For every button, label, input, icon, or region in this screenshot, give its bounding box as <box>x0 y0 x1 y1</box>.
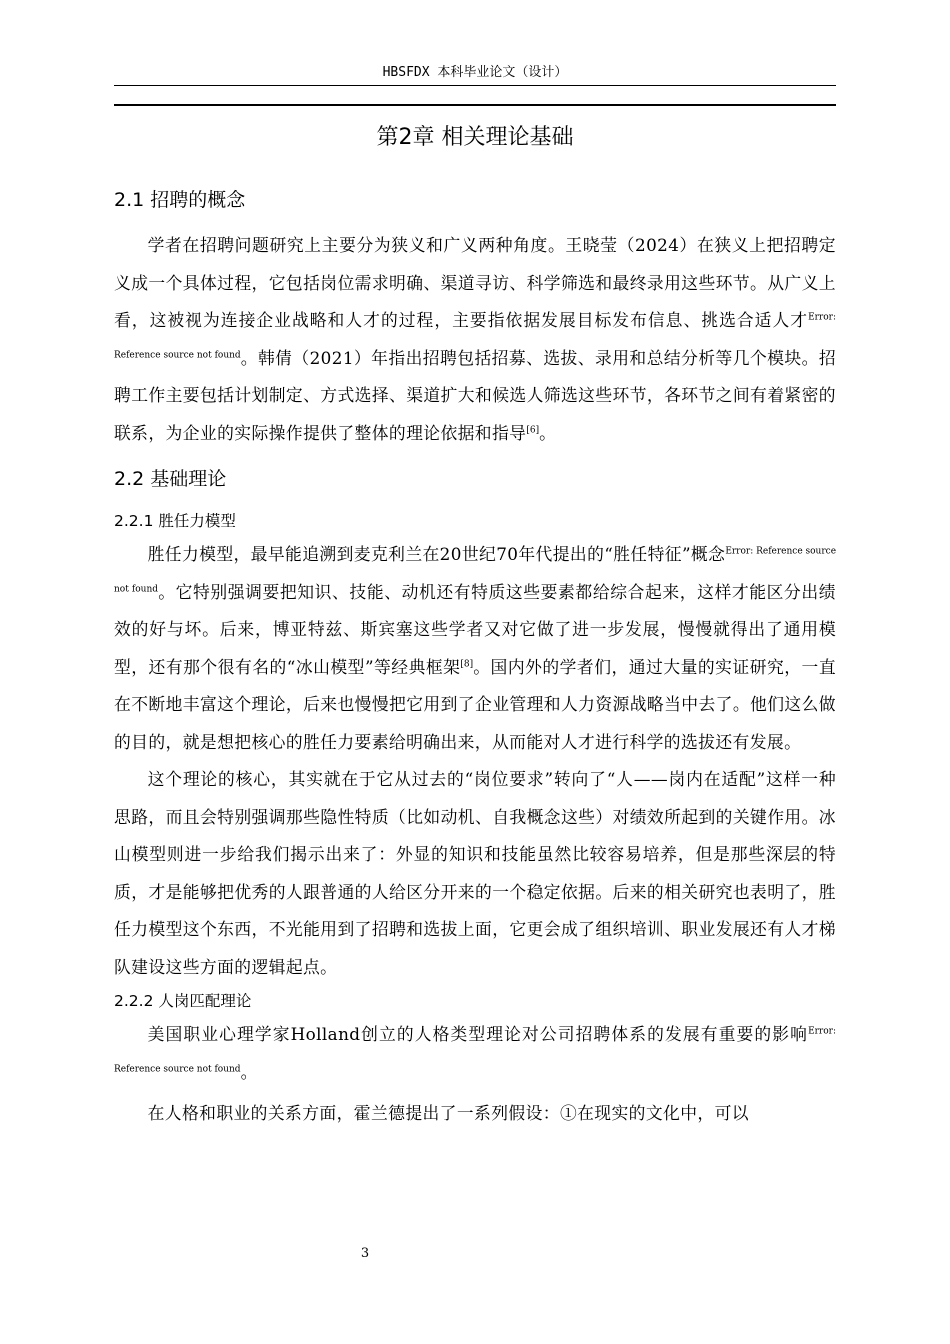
paragraph-text: 。韩倩（2021）年指出招聘包括招募、选拔、录用和总结分析等几个模块。招聘工作主要包括计划制定、方式选择、渠道扩大和候选人筛选这些环节，各环节之间有着紧密的联系，为企业的实际操作提供了整体的理论依据和指导 <box>114 347 836 443</box>
running-header: HBSFDX 本科毕业论文（设计） <box>382 65 568 80</box>
reference-error-citation: Error: Reference source not found <box>114 546 837 594</box>
reference-error-citation: Error: Reference source not found <box>114 1026 836 1074</box>
paragraph-person-job-fit-2: 在人格和职业的关系方面，霍兰德提出了一系列假设：①在现实的文化中，可以 <box>147 1103 749 1123</box>
paragraph-text: 。 <box>539 422 557 443</box>
paragraph-text: 学者在招聘问题研究上主要分为狭义和广义两种角度。王晓莹（2024）在狭义上把招聘定义成一个具体过程，它包括岗位需求明确、渠道寻访、科学筛选和最终录用这些环节。从广义上看，这被视为连接企业战略和人才的过程，主要指依据发展目标发布信息、挑选合适人才 <box>114 235 836 330</box>
paragraph-text: 。 <box>240 1061 258 1082</box>
chapter-title: 第2章 相关理论基础 <box>376 125 574 150</box>
subsection-title-2-2-1: 2.2.1 胜任力模型 <box>114 512 236 530</box>
paragraph-competency-model-2: 这个理论的核心，其实就在于它从过去的“岗位要求”转向了“人——岗内在适配”这样一种思路，而且会特别强调那些隐性特质（比如动机、自我概念这些）对绩效所起到的关键作用。冰山模型则进一步给我们揭示出来了：外显的知识和技能虽然比较容易培养，但是那些深层的特质，才是能够把优秀的人跟普通的人给区分开来的一个稳定依据。后来的相关研究也表明了，胜任力模型这个东西，不光能用到了招聘和选拔上面，它更会成了组织培训、职业发展还有人才梯队建设这些方面的逻辑起点。 <box>114 769 836 977</box>
page-number: 3 <box>360 1246 370 1261</box>
subsection-title-2-2-2: 2.2.2 人岗匹配理论 <box>114 992 252 1010</box>
page-content <box>114 118 836 1133</box>
header-rule-bottom <box>114 104 836 106</box>
section-title-2-1: 2.1 招聘的概念 <box>114 189 246 211</box>
header-rule-top <box>114 85 836 86</box>
citation-8: [8] <box>460 658 474 669</box>
paragraph-text: 。它特别强调要把知识、技能、动机还有特质这些要素都给综合起来，这样才能区分出绩效的好与坏。后来，博亚特兹、斯宾塞这些学者又对它做了进一步发展，慢慢就得出了通用模型，还有那个很有名的“冰山模型”等经典框架 <box>114 581 836 677</box>
paragraph-text: 胜任力模型，最早能追溯到麦克利兰在20世纪70年代提出的“胜任特征”概念 <box>147 544 726 564</box>
paragraph-text: 美国职业心理学家Holland创立的人格类型理论对公司招聘体系的发展有重要的影响 <box>147 1024 809 1044</box>
citation-6: [6] <box>526 424 540 435</box>
paragraph-text: 。国内外的学者们，通过大量的实证研究，一直在不断地丰富这个理论，后来也慢慢把它用到了企业管理和人力资源战略当中去了。他们这么做的目的，就是想把核心的胜任力要素给明确出来，从而能对人才进行科学的选拔还有发展。 <box>114 656 836 752</box>
section-title-2-2: 2.2 基础理论 <box>114 468 227 490</box>
reference-error-citation: Error: Reference source not found <box>114 312 836 360</box>
paragraph-person-job-fit-1 <box>114 1016 836 1091</box>
paragraph-recruitment-concept <box>114 227 836 452</box>
paragraph-competency-model-1 <box>114 536 836 761</box>
